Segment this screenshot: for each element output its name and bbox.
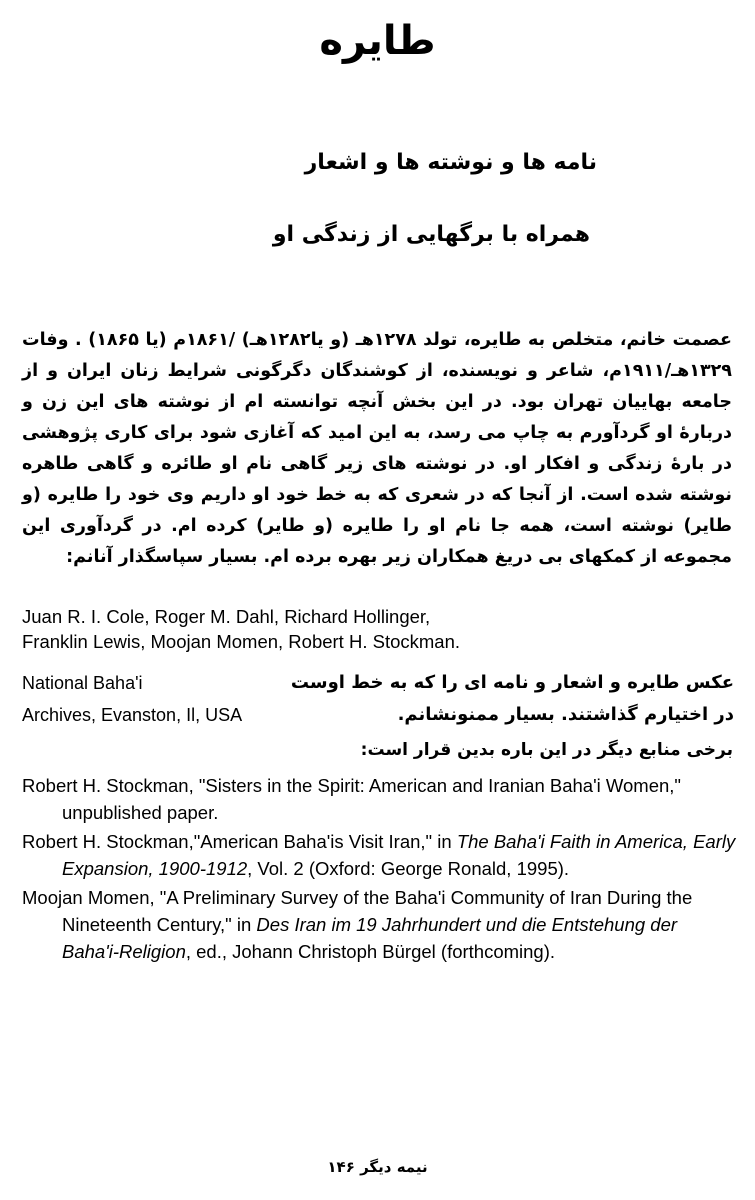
reference-title: The Baha'i Faith in America, Early Expansion, 1900-1912 <box>62 831 736 879</box>
reference-text: , Vol. 2 (Oxford: George Ronald, 1995). <box>247 858 570 879</box>
references-list <box>22 772 737 967</box>
photo-credit <box>22 667 734 731</box>
reference-text: , ed., Johann Christoph Bürgel (forthcoming). <box>185 941 556 962</box>
reference-title: Des Iran im 19 Jahrhundert und die Entstehung der Baha'i-Religion <box>62 914 678 962</box>
helpers-line-2: Franklin Lewis, Moojan Momen, Robert H. Stockman. <box>22 631 461 652</box>
reference-item <box>22 828 737 882</box>
photo-credit-fa-1: عکس طایره و اشعار و نامه ای را که به خط اوست <box>290 672 734 693</box>
subtitle-line-2: همراه با برگهایی از زندگی او <box>272 222 590 247</box>
photo-credit-line-2 <box>22 699 734 731</box>
photo-credit-en-1: National Baha'i <box>22 673 143 693</box>
reference-item <box>22 772 737 826</box>
sources-label: برخی منابع دیگر در این باره بدین قرار است: <box>360 740 733 760</box>
photo-credit-line-1 <box>22 667 734 699</box>
reference-text: Moojan Momen, "A Preliminary Survey of the Baha'i Community of Iran During the Nineteenth Century," in <box>22 887 693 935</box>
page-footer: نیمه دیگر ۱۴۶ <box>327 1158 428 1176</box>
reference-text: Robert H. Stockman, "Sisters in the Spirit: American and Iranian Baha'i Women," unpublished paper. <box>22 775 681 823</box>
photo-credit-en-2: Archives, Evanston, Il, USA <box>22 705 243 725</box>
helpers-list <box>22 604 742 654</box>
helpers-line-1: Juan R. I. Cole, Roger M. Dahl, Richard Hollinger, <box>22 606 431 627</box>
page-title: طایره <box>319 18 436 64</box>
photo-credit-fa-2: در اختیارم گذاشتند. بسیار ممنونشانم. <box>397 704 734 725</box>
reference-item <box>22 884 737 965</box>
reference-text: Robert H. Stockman,"American Baha'is Visit Iran," in <box>22 831 457 852</box>
intro-paragraph: عصمت خانم، متخلص به طایره، تولد ۱۲۷۸هـ (و یا۱۲۸۲هـ) /۱۸۶۱م (یا ۱۸۶۵) . وفات ۱۳۲۹هـ/۱۹۱۱م، شاعر و نویسنده، از کوشندگان دگرگونی شرایط زنان ایران و از جامعه بهاییان تهران بود. در این بخش آنچه توانسته ام از نوشته های این زن و دربارهٔ او گردآورم به چاپ می رسد، به این امید که آغازی شود برای کاری پژوهشی در بارهٔ زندگی و افکار او. در نوشته های زیر گاهی نام او طائره و گاهی طاهره نوشته شده است. از آنجا که در شعری که به خط خود او داریم وی خود را طایره (و طایر) نوشته است، همه جا نام او را طایره (و طایر) کرده ام. در گردآوری این مجموعه از کمکهای بی دریغ همکاران زیر بهره برده ام. بسیار سپاسگذار آنانم: <box>22 330 732 567</box>
subtitle-line-1: نامه ها و نوشته ها و اشعار <box>304 150 597 175</box>
